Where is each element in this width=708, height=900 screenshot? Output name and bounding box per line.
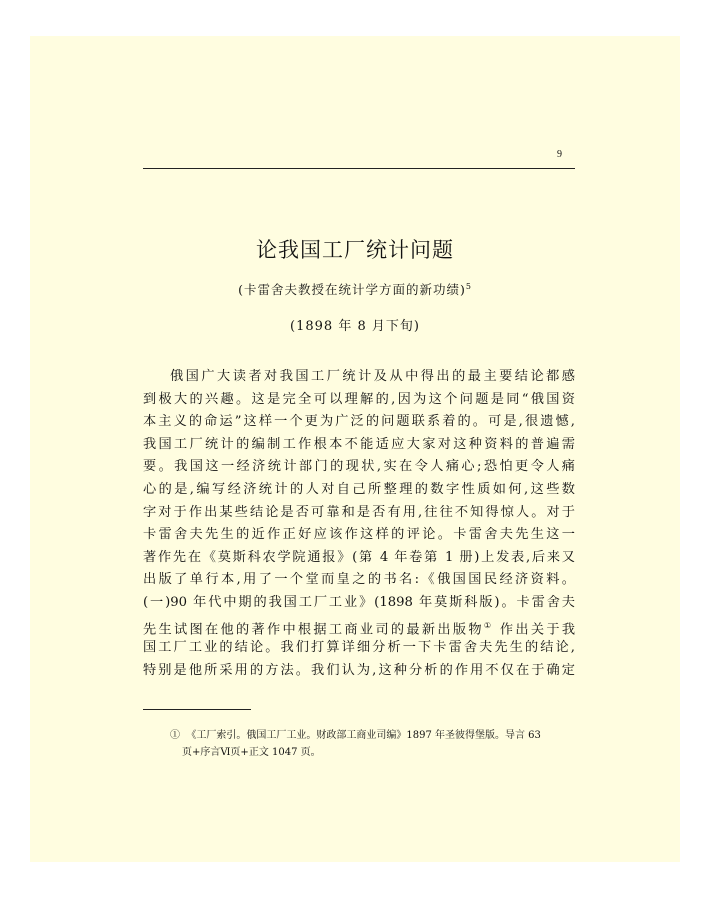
footnote xyxy=(170,727,580,761)
body-line: 要。我国这一经济统计部门的现状,实在令人痛心;恐怕更令人痛 xyxy=(143,459,575,475)
body-line-tail: 作出关于我 xyxy=(493,621,575,637)
document-page xyxy=(30,36,680,862)
body-line: 国工厂工业的结论。我们打算详细分析一下卡雷舍夫先生的结论, xyxy=(143,640,575,656)
article-title: 论我国工厂统计问题 xyxy=(256,238,454,262)
body-line: 俄国广大读者对我国工厂统计及从中得出的最主要结论都感 xyxy=(170,369,575,384)
body-paragraph xyxy=(143,366,575,682)
article-date: (1898 年 8 月下旬) xyxy=(290,319,420,334)
body-line: 字对于作出某些结论是否可靠和是否有用,往往不知得惊人。对于 xyxy=(143,504,575,520)
body-line: 特别是他所采用的方法。我们认为,这种分析的作用不仅在于确定 xyxy=(143,662,575,678)
footnote-text: 《工厂索引。俄国工厂工业。财政部工商业司编》1897 年圣彼得堡版。导言 63 xyxy=(186,730,541,741)
article-subtitle xyxy=(30,280,680,298)
body-line: 心的是,编写经济统计的人对自己所整理的数字性质如何,这些数 xyxy=(143,481,575,497)
footnote-marker: ① xyxy=(170,730,180,741)
footnote-line-2: 页+序言Ⅵ页+正文 1047 页。 xyxy=(182,747,321,758)
body-line: 出版了单行本,用了一个堂而皇之的书名:《俄国国民经济资料。 xyxy=(143,572,575,588)
page-number: 9 xyxy=(557,149,562,160)
subtitle-text: (卡雷舍夫教授在统计学方面的新功绩) xyxy=(238,282,466,297)
footnote-ref-marker: ① xyxy=(483,620,494,630)
subtitle-note-marker: 5 xyxy=(465,281,472,291)
body-line: 著作先在《莫斯科农学院通报》(第 4 年卷第 1 册)上发表,后来又 xyxy=(143,549,575,565)
body-line: 卡雷舍夫先生的近作正好应该作这样的评论。卡雷舍夫先生这一 xyxy=(143,527,575,543)
body-line-text: 先生试图在他的著作中根据工商业司的最新出版物 xyxy=(143,621,484,637)
footnote-line-1 xyxy=(170,727,580,744)
header-rule xyxy=(143,168,575,169)
body-line: 我国工厂统计的编制工作根本不能适应大家对这种资料的普遍需 xyxy=(143,436,575,452)
body-line: 本主义的命运”这样一个更为广泛的问题联系着的。可是,很遗憾, xyxy=(143,414,575,430)
body-line: (一)90 年代中期的我国工厂工业》(1898 年莫斯科版)。卡雷舍夫 xyxy=(143,594,575,610)
body-line-with-note xyxy=(143,615,575,638)
footnote-rule xyxy=(143,709,251,710)
body-line: 到极大的兴趣。这是完全可以理解的,因为这个问题是同“俄国资 xyxy=(143,391,575,407)
